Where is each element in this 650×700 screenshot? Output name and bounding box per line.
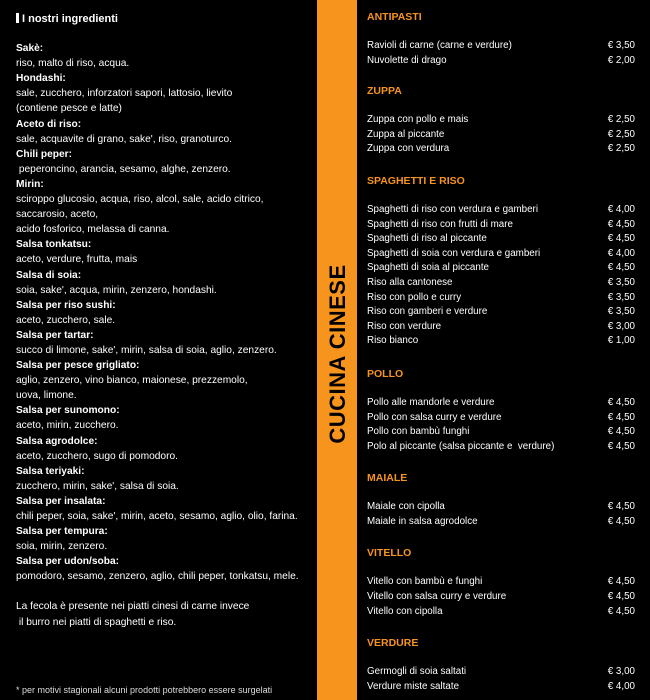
ingredient-name: Salsa di soia: [16,269,82,281]
ingredient-name: Salsa per pesce grigliato: [16,360,140,372]
menu-item-price: € 4,50 [607,591,635,603]
ingredient-desc: chili peper, soia, sake', mirin, aceto, sesamo, aglio, olio, farina. [16,511,298,522]
menu-item-price: € 2,00 [607,54,635,66]
menu-item-name: Germogli di soia saltati [367,666,467,678]
ingredient-desc: zucchero, mirin, sake', salsa di soia. [16,480,179,492]
menu-item-name: Spaghetti di riso con frutti di mare [367,218,513,230]
section-items [367,396,635,454]
menu-item-price: € 4,50 [607,515,635,527]
section-items [367,500,635,529]
menu-item-name: Pollo con salsa curry e verdure [367,411,502,423]
menu-item [367,411,635,426]
menu-item [367,291,635,306]
ingredient-desc: succo di limone, sake', mirin, salsa di soia, aglio, zenzero. [16,344,277,356]
fecola-note [16,599,312,629]
menu-item-price: € 3,00 [607,666,635,678]
ingredient-desc: sale, acquavite di grano, sake', riso, granoturco. [16,133,233,145]
section-items [367,113,635,157]
menu-item [367,396,635,411]
ingredient-name: Salsa teriyaki: [16,465,85,477]
menu-item-name: Polo al piccante (salsa piccante e verdure) [367,440,555,452]
menu-item-name: Vitello con bambù e funghi [367,576,483,588]
menu-item-name: Vitello con cipolla [367,605,443,617]
menu-section [367,546,635,619]
menu-item [367,515,635,530]
menu-item [367,575,635,590]
ingredient-name: Mirin: [16,178,44,190]
ingredient-desc: riso, malto di riso, acqua. [16,58,130,70]
menu-item-price: € 4,50 [607,262,635,274]
section-items [367,575,635,619]
menu-item [367,128,635,143]
section-items [367,203,635,349]
ingredient-desc: saccarosio, aceto, [16,209,99,221]
menu-item-price: € 3,50 [607,306,635,318]
ingredient-name: Salsa per insalata: [16,495,106,507]
menu-item [367,232,635,247]
section-title: VITELLO [367,547,412,560]
menu-item [367,54,635,69]
menu-item [367,440,635,455]
menu-item-price: € 4,50 [607,605,635,617]
menu-item-name: Riso con pollo e curry [367,291,462,303]
menu-item-price: € 4,50 [607,426,635,438]
ingredient-desc: uova, limone. [16,390,77,402]
menu-item-price: € 4,50 [607,501,635,513]
menu-item-name: Riso con gamberi e verdure [367,306,488,318]
ingredient-desc: soia, mirin, zenzero. [16,541,108,553]
section-title: MAIALE [367,472,408,485]
band-title: CUCINA CINESE [325,264,350,444]
menu-item [367,305,635,320]
ingredient-name: Hondashi: [16,73,66,85]
ingredient-desc: acido fosforico, melassa di canna. [16,224,170,236]
section-title: POLLO [367,367,404,380]
menu-item-price: € 4,00 [607,680,635,692]
menu-item-price: € 4,50 [607,576,635,588]
menu-item [367,247,635,262]
ingredient-desc: aceto, zucchero, sugo di pomodoro. [16,450,178,462]
menu-item [367,261,635,276]
menu-item [367,39,635,54]
menu-item-name: Verdure miste saltate [367,680,460,692]
ingredient-name: Salsa per sunomono: [16,405,120,417]
ingredient-name: Salsa per udon/soba: [16,556,120,568]
menu-item [367,665,635,680]
section-title: VERDURE [367,637,419,650]
ingredient-desc: peperoncino, arancia, sesamo, alghe, zenzero. [16,163,231,175]
ingredient-desc: pomodoro, sesamo, zenzero, aglio, chili peper, tonkatsu, mele. [16,571,299,583]
menu-item-name: Pollo alle mandorle e verdure [367,396,495,408]
section-items [367,665,635,694]
menu-section [367,174,635,349]
menu-item-name: Riso con verdure [367,320,442,332]
menu-item-name: Pollo con bambù funghi [367,426,470,438]
footnote: * per motivi stagionali alcuni prodotti potrebbero essere surgelati [16,685,273,695]
menu-item-price: € 1,00 [607,335,635,347]
ingredient-name: Salsa tonkatsu: [16,239,92,251]
menu-item-price: € 3,50 [607,291,635,303]
menu-item-price: € 3,50 [607,40,635,51]
ingredients-title [16,12,312,27]
menu-item-price: € 2,50 [607,128,635,140]
menu-item-name: Riso alla cantonese [367,276,453,288]
ingredient-name: Sakè: [16,43,44,55]
ingredient-name: Aceto di riso: [16,118,82,130]
ingredients-list [16,41,312,584]
ingredient-name: Salsa per tartar: [16,329,94,341]
menu-item-name: Spaghetti di riso con verdura e gamberi [367,203,538,215]
menu-item-price: € 2,50 [607,114,635,126]
ingredient-desc: soia, sake', acqua, mirin, zenzero, hondashi. [16,284,217,296]
menu-item-price: € 4,50 [607,396,635,408]
ingredient-desc: aceto, zucchero, sale. [16,314,116,326]
menu-section [367,84,635,157]
menu-item-name: Vitello con salsa curry e verdure [367,591,507,603]
menu-item [367,142,635,157]
menu-item [367,218,635,233]
menu-section [367,636,635,694]
menu-item [367,320,635,335]
menu-item [367,680,635,695]
menu-item [367,425,635,440]
menu-item-name: Spaghetti di soia al piccante [367,262,489,274]
menu-item-price: € 4,00 [607,203,635,215]
menu-item-name: Nuvolette di drago [367,54,447,66]
menu-item-price: € 3,00 [607,320,635,332]
ingredient-desc: (contiene pesce e latte) [16,103,122,115]
menu-item-name: Zuppa con pollo e mais [367,114,469,126]
menu-item-name: Ravioli di carne (carne e verdure) [367,40,512,51]
ingredient-desc: aceto, mirin, zucchero. [16,420,119,432]
ingredient-desc: sale, zucchero, inforzatori sapori, lattosio, lievito [16,88,233,100]
section-title: SPAGHETTI E RISO [367,174,465,187]
menu-item [367,500,635,515]
ingredient-name: Salsa per riso sushi: [16,299,116,311]
bullet-square-icon [16,13,19,23]
menu-section [367,10,635,68]
menu-item-name: Riso bianco [367,335,419,347]
section-items [367,39,635,68]
menu-item-name: Spaghetti di soia con verdura e gamberi [367,247,541,259]
ingredients-panel [16,12,312,630]
menu-item-price: € 4,50 [607,233,635,245]
menu-item-price: € 4,50 [607,411,635,423]
menu-item [367,334,635,349]
ingredient-name: Salsa agrodolce: [16,435,98,447]
menu-item-name: Spaghetti di riso al piccante [367,233,487,245]
note-line: il burro nei piatti di spaghetti e riso. [16,616,177,628]
menu-item-name: Maiale con cipolla [367,501,445,513]
menu-section [367,367,635,454]
menu-item [367,605,635,620]
menu-panel [367,10,635,694]
menu-section [367,471,635,529]
menu-item-price: € 2,50 [607,143,635,155]
note-line: La fecola è presente nei piatti cinesi di carne invece [16,601,250,613]
menu-item [367,276,635,291]
menu-item-name: Zuppa con verdura [367,143,450,155]
menu-item [367,590,635,605]
section-title: ANTIPASTI [367,11,422,23]
ingredient-desc: aceto, verdure, frutta, mais [16,254,138,266]
menu-item-name: Maiale in salsa agrodolce [367,515,478,527]
menu-item [367,203,635,218]
menu-item-price: € 4,50 [607,440,635,452]
ingredient-desc: aglio, zenzero, vino bianco, maionese, prezzemolo, [16,375,248,387]
ingredient-desc: sciroppo glucosio, acqua, riso, alcol, sale, acido citrico, [16,194,264,206]
menu-item-price: € 4,00 [607,247,635,259]
menu-item-price: € 4,50 [607,218,635,230]
ingredient-name: Salsa per tempura: [16,526,108,538]
menu-item [367,113,635,128]
ingredients-title-text: I nostri ingredienti [22,13,118,25]
section-title: ZUPPA [367,85,402,98]
ingredient-name: Chili peper: [16,148,73,160]
menu-item-price: € 3,50 [607,276,635,288]
menu-item-name: Zuppa al piccante [367,128,445,140]
